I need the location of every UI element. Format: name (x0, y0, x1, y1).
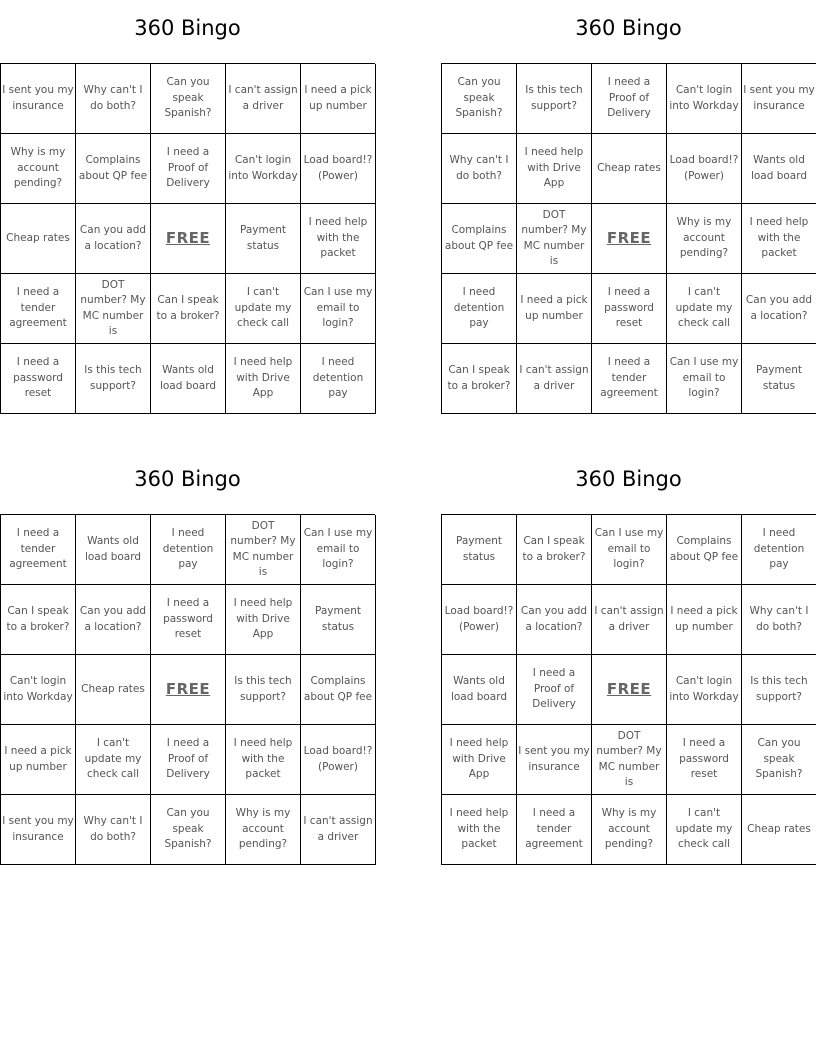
free-space: FREE (151, 204, 226, 274)
bingo-cell: I need detention pay (442, 274, 517, 344)
bingo-grid (0, 514, 375, 865)
bingo-cell: Load board!? (Power) (442, 585, 517, 655)
bingo-cell: Can't login into Workday (226, 134, 301, 204)
bingo-cell: DOT number? My MC number is (226, 515, 301, 585)
bingo-cell: I sent you my insurance (1, 64, 76, 134)
bingo-cell: Payment status (226, 204, 301, 274)
bingo-cell: Can I use my email to login? (301, 515, 376, 585)
free-space: FREE (592, 655, 667, 725)
bingo-cell: Can you add a location? (76, 585, 151, 655)
bingo-cell: I need a pick up number (1, 725, 76, 795)
bingo-cell: Can I speak to a broker? (517, 515, 592, 585)
bingo-cell: Payment status (742, 344, 816, 414)
bingo-cell: I need a pick up number (667, 585, 742, 655)
bingo-cell: I can't assign a driver (301, 795, 376, 865)
free-space: FREE (151, 655, 226, 725)
bingo-cell: I need help with Drive App (226, 344, 301, 414)
bingo-cell: Is this tech support? (76, 344, 151, 414)
bingo-cell: I need detention pay (151, 515, 226, 585)
bingo-cell: Why can't I do both? (76, 64, 151, 134)
bingo-cell: Can I use my email to login? (667, 344, 742, 414)
bingo-cell: Why is my account pending? (592, 795, 667, 865)
bingo-cell: I need a password reset (592, 274, 667, 344)
bingo-cell: Can't login into Workday (1, 655, 76, 725)
bingo-cell: Is this tech support? (517, 64, 592, 134)
bingo-cell: Can you speak Spanish? (442, 64, 517, 134)
bingo-cell: Complains about QP fee (301, 655, 376, 725)
card-title: 360 Bingo (575, 467, 682, 491)
bingo-cell: Cheap rates (742, 795, 816, 865)
bingo-cell: I need a Proof of Delivery (517, 655, 592, 725)
bingo-cell: I can't assign a driver (517, 344, 592, 414)
bingo-cell: Can you speak Spanish? (151, 795, 226, 865)
bingo-cell: Why can't I do both? (442, 134, 517, 204)
bingo-cell: I can't update my check call (226, 274, 301, 344)
bingo-cell: Wants old load board (76, 515, 151, 585)
bingo-cell: I can't update my check call (667, 795, 742, 865)
free-space: FREE (592, 204, 667, 274)
bingo-cell: Can I use my email to login? (592, 515, 667, 585)
bingo-cell: I need detention pay (742, 515, 816, 585)
bingo-grid (441, 63, 816, 414)
bingo-cell: I can't update my check call (76, 725, 151, 795)
bingo-cell: I need a tender agreement (517, 795, 592, 865)
bingo-cell: Can't login into Workday (667, 64, 742, 134)
bingo-cell: I need a pick up number (301, 64, 376, 134)
bingo-cell: Why is my account pending? (1, 134, 76, 204)
bingo-cell: Is this tech support? (742, 655, 816, 725)
bingo-cell: I need help with Drive App (226, 585, 301, 655)
bingo-cell: Wants old load board (742, 134, 816, 204)
bingo-cell: I need help with the packet (301, 204, 376, 274)
bingo-cell: I sent you my insurance (517, 725, 592, 795)
bingo-cell: Why can't I do both? (76, 795, 151, 865)
bingo-cell: Complains about QP fee (76, 134, 151, 204)
card-title: 360 Bingo (575, 16, 682, 40)
bingo-cell: Why can't I do both? (742, 585, 816, 655)
bingo-cell: I can't update my check call (667, 274, 742, 344)
bingo-cell: Cheap rates (1, 204, 76, 274)
bingo-cell: I need help with the packet (226, 725, 301, 795)
bingo-cell: Can you speak Spanish? (742, 725, 816, 795)
bingo-grid (0, 63, 375, 414)
bingo-cell: I need a Proof of Delivery (151, 725, 226, 795)
bingo-grid (441, 514, 816, 865)
bingo-cell: I need a tender agreement (1, 274, 76, 344)
bingo-cell: I need a tender agreement (592, 344, 667, 414)
bingo-cell: I need a password reset (151, 585, 226, 655)
bingo-cell: Why is my account pending? (226, 795, 301, 865)
bingo-cell: Complains about QP fee (442, 204, 517, 274)
bingo-cell: I need a tender agreement (1, 515, 76, 585)
bingo-cell: Wants old load board (151, 344, 226, 414)
bingo-cell: Can you add a location? (517, 585, 592, 655)
bingo-cell: Can I speak to a broker? (442, 344, 517, 414)
bingo-cell: I need help with the packet (442, 795, 517, 865)
bingo-cell: Complains about QP fee (667, 515, 742, 585)
bingo-cell: Can't login into Workday (667, 655, 742, 725)
bingo-cell: Load board!? (Power) (301, 134, 376, 204)
bingo-cell: I need help with Drive App (517, 134, 592, 204)
bingo-cell: Can you add a location? (76, 204, 151, 274)
bingo-cell: DOT number? My MC number is (592, 725, 667, 795)
card-title: 360 Bingo (134, 16, 241, 40)
bingo-cell: I sent you my insurance (1, 795, 76, 865)
bingo-cell: I need a password reset (1, 344, 76, 414)
bingo-cell: I need a Proof of Delivery (592, 64, 667, 134)
card-title: 360 Bingo (134, 467, 241, 491)
bingo-cell: Payment status (442, 515, 517, 585)
bingo-cell: DOT number? My MC number is (76, 274, 151, 344)
bingo-cell: Cheap rates (76, 655, 151, 725)
bingo-cell: Is this tech support? (226, 655, 301, 725)
bingo-cell: I need detention pay (301, 344, 376, 414)
bingo-cell: I need help with Drive App (442, 725, 517, 795)
bingo-cell: I need a Proof of Delivery (151, 134, 226, 204)
bingo-cell: Can I use my email to login? (301, 274, 376, 344)
bingo-cell: I can't assign a driver (226, 64, 301, 134)
bingo-cell: I can't assign a driver (592, 585, 667, 655)
bingo-cell: Can I speak to a broker? (1, 585, 76, 655)
bingo-cell: I need help with the packet (742, 204, 816, 274)
bingo-cell: Load board!? (Power) (301, 725, 376, 795)
bingo-cell: DOT number? My MC number is (517, 204, 592, 274)
bingo-cell: Wants old load board (442, 655, 517, 725)
bingo-cell: Cheap rates (592, 134, 667, 204)
bingo-cell: I need a password reset (667, 725, 742, 795)
bingo-cell: Payment status (301, 585, 376, 655)
bingo-cell: Why is my account pending? (667, 204, 742, 274)
bingo-cell: I sent you my insurance (742, 64, 816, 134)
bingo-cell: Load board!? (Power) (667, 134, 742, 204)
bingo-cell: Can I speak to a broker? (151, 274, 226, 344)
bingo-cell: I need a pick up number (517, 274, 592, 344)
bingo-cell: Can you add a location? (742, 274, 816, 344)
bingo-cell: Can you speak Spanish? (151, 64, 226, 134)
